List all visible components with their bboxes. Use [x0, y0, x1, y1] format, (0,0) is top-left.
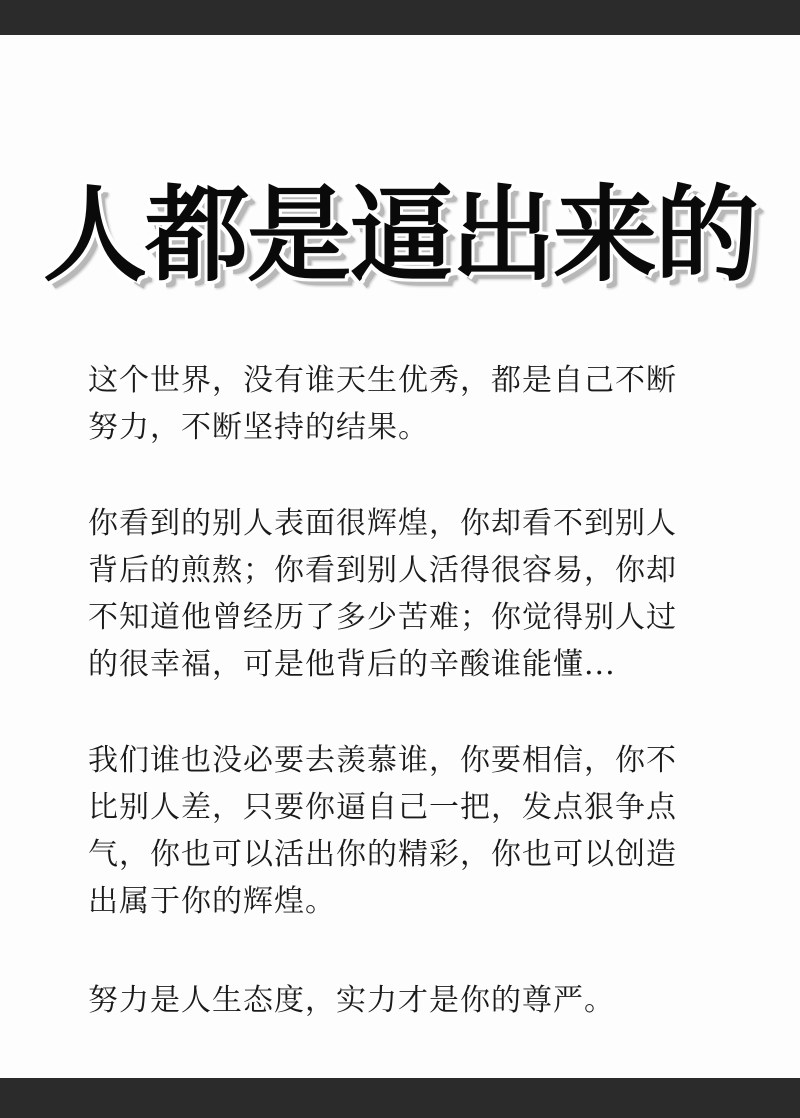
paragraph-line: 不知道他曾经历了多少苦难；你觉得别人过	[88, 600, 677, 635]
paragraph-line: 我们谁也没必要去羡慕谁，你要相信，你不	[88, 743, 677, 778]
paragraph-line: 努力，不断坚持的结果。	[88, 410, 429, 445]
paragraph-3	[88, 737, 728, 925]
page-title: 人都是逼出来的	[42, 174, 757, 296]
paragraph-line: 的很幸福，可是他背后的辛酸谁能懂...	[88, 647, 616, 682]
paragraph-2	[88, 500, 728, 688]
paragraph-4	[88, 977, 728, 1024]
paragraph-1	[88, 357, 728, 451]
paragraph-line: 努力是人生态度，实力才是你的尊严。	[88, 983, 615, 1018]
paragraph-line: 这个世界，没有谁天生优秀，都是自己不断	[88, 363, 677, 398]
paragraph-line: 气，你也可以活出你的精彩，你也可以创造	[88, 837, 677, 872]
paragraph-line: 你看到的别人表面很辉煌，你却看不到别人	[88, 506, 677, 541]
paragraph-line: 背后的煎熬；你看到别人活得很容易，你却	[88, 553, 677, 588]
article-page	[0, 35, 800, 1078]
paragraph-line: 出属于你的辉煌。	[88, 884, 336, 919]
paragraph-line: 比别人差，只要你逼自己一把，发点狠争点	[88, 790, 677, 825]
